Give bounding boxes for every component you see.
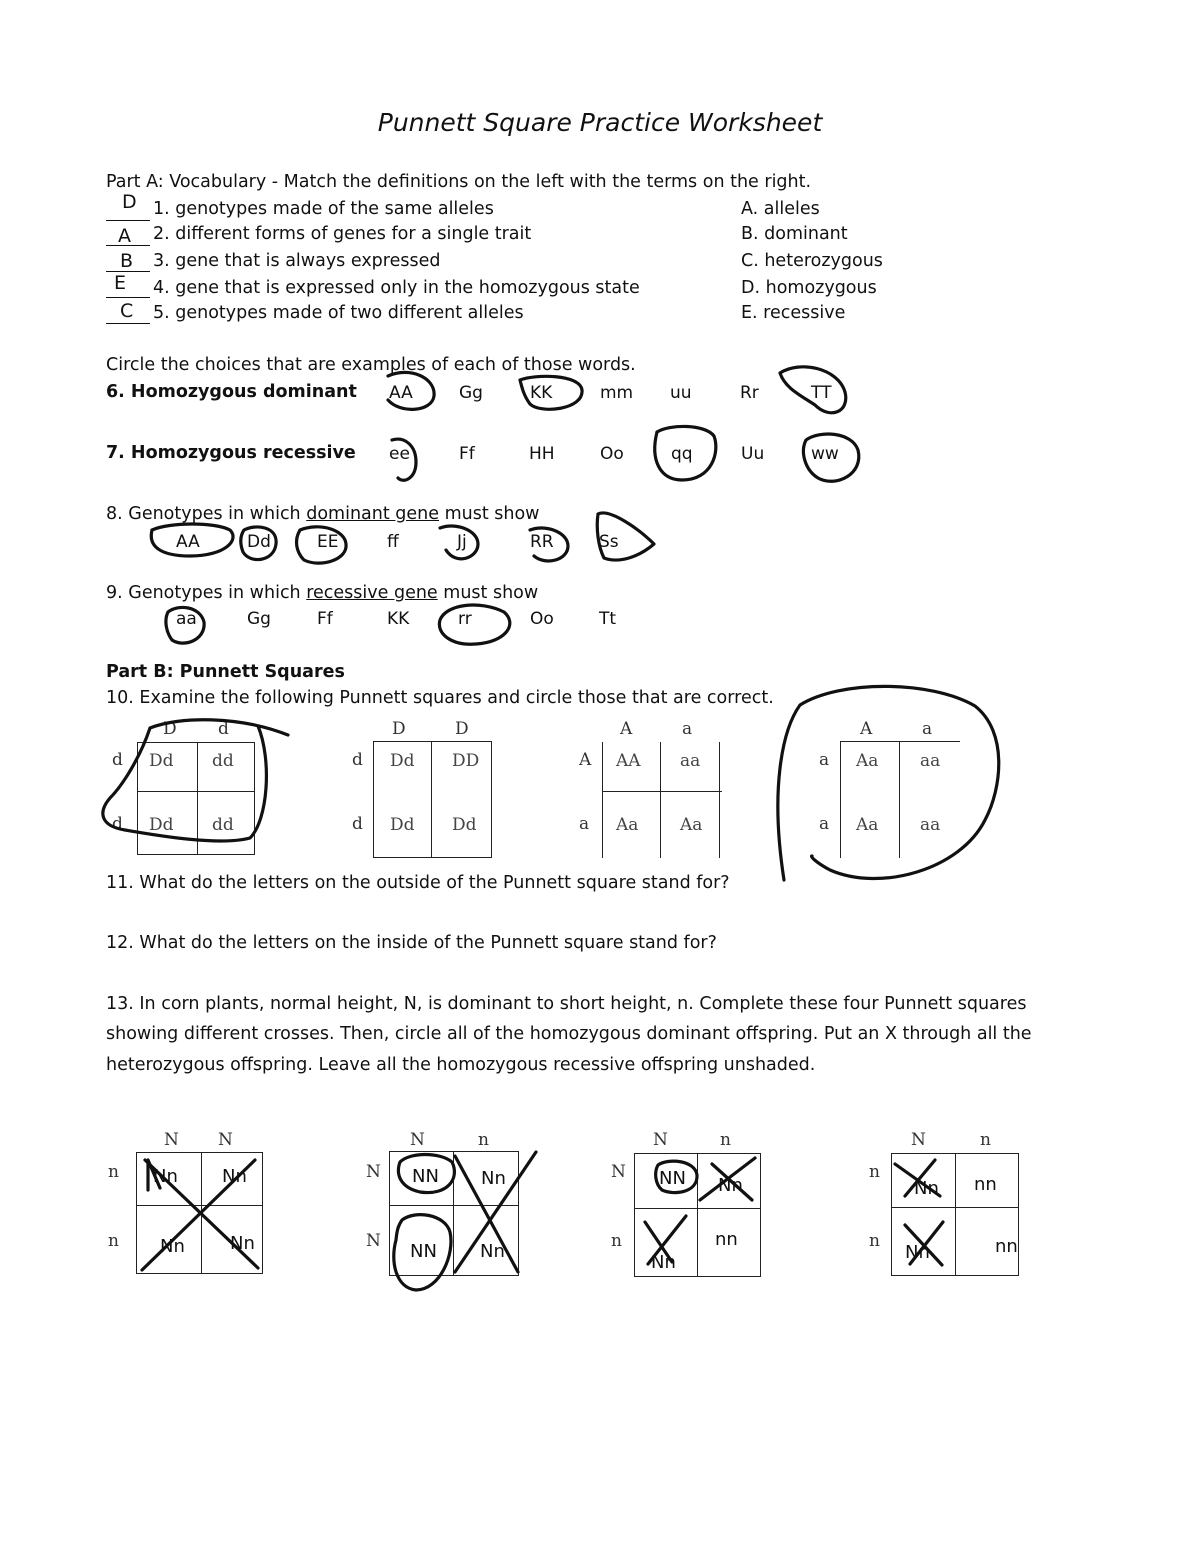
cell-genotype: nn xyxy=(974,1174,997,1195)
cell-genotype: aa xyxy=(920,815,941,835)
q8-choice[interactable]: ff xyxy=(387,532,399,552)
q8-label: 8. Genotypes in which dominant gene must show xyxy=(106,504,540,524)
term-e: E. recessive xyxy=(741,303,846,323)
q7-label: 7. Homozygous recessive xyxy=(106,443,356,463)
cell-genotype: Aa xyxy=(856,751,879,771)
answer-4: E xyxy=(114,272,127,294)
q7-choice[interactable]: Ff xyxy=(459,444,475,464)
circle-instruction: Circle the choices that are examples of each of those words. xyxy=(106,355,636,375)
allele-label: N xyxy=(366,1162,381,1182)
q6-choice[interactable]: KK xyxy=(530,383,553,403)
cell-genotype: nn xyxy=(715,1229,738,1250)
answer-blank-4[interactable] xyxy=(106,275,150,298)
allele-label: N xyxy=(911,1130,926,1150)
allele-label: a xyxy=(819,814,830,834)
q10-text: 10. Examine the following Punnett squares and circle those that are correct. xyxy=(106,688,774,708)
q6-choice[interactable]: AA xyxy=(389,383,413,403)
cell-genotype: dd xyxy=(212,751,234,771)
answer-3: B xyxy=(120,250,134,272)
allele-label: a xyxy=(682,719,693,739)
allele-label: a xyxy=(579,814,590,834)
allele-label: n xyxy=(478,1130,489,1150)
allele-label: n xyxy=(980,1130,991,1150)
cell-genotype: Nn xyxy=(651,1252,676,1273)
q9-choice[interactable]: Ff xyxy=(317,609,333,629)
cell-genotype: Nn xyxy=(481,1168,506,1189)
cell-genotype: Dd xyxy=(390,815,415,835)
definition-2: 2. different forms of genes for a single trait xyxy=(153,224,532,244)
term-a: A. alleles xyxy=(741,199,820,219)
q13-line-2: showing different crosses. Then, circle all of the homozygous dominant offspring. Put an X through all the xyxy=(106,1024,1032,1044)
q6-choice[interactable]: Gg xyxy=(459,383,483,403)
cell-genotype: aa xyxy=(920,751,941,771)
allele-label: A xyxy=(579,750,592,770)
cell-genotype: AA xyxy=(616,751,641,771)
q8-choice[interactable]: EE xyxy=(317,532,339,552)
q8-choice[interactable]: AA xyxy=(176,532,200,552)
cell-genotype: Nn xyxy=(905,1242,930,1263)
allele-label: N xyxy=(410,1130,425,1150)
cell-genotype: Dd xyxy=(149,815,174,835)
allele-label: D xyxy=(455,719,469,739)
allele-label: N xyxy=(611,1162,626,1182)
q8-choice[interactable]: Dd xyxy=(247,532,271,552)
q11-text: 11. What do the letters on the outside of the Punnett square stand for? xyxy=(106,873,730,893)
answer-2: A xyxy=(118,225,131,247)
allele-label: n xyxy=(108,1162,119,1182)
allele-label: n xyxy=(108,1231,119,1251)
q13-line-3: heterozygous offspring. Leave all the homozygous recessive offspring unshaded. xyxy=(106,1055,816,1075)
allele-label: N xyxy=(218,1130,233,1150)
definition-1: 1. genotypes made of the same alleles xyxy=(153,199,494,219)
q9-choice[interactable]: rr xyxy=(458,609,472,629)
allele-label: A xyxy=(860,719,873,739)
cell-genotype: Aa xyxy=(680,815,703,835)
cell-genotype: dd xyxy=(212,815,234,835)
definition-4: 4. gene that is expressed only in the homozygous state xyxy=(153,278,640,298)
q6-choice[interactable]: Rr xyxy=(740,383,759,403)
q9-choice[interactable]: Oo xyxy=(530,609,554,629)
q9-label: 9. Genotypes in which recessive gene must show xyxy=(106,583,539,603)
allele-label: a xyxy=(922,719,933,739)
allele-label: N xyxy=(164,1130,179,1150)
term-c: C. heterozygous xyxy=(741,251,883,271)
cell-genotype: NN xyxy=(659,1168,686,1189)
page-title: Punnett Square Practice Worksheet xyxy=(377,108,823,137)
allele-label: n xyxy=(869,1162,880,1182)
allele-label: d xyxy=(352,750,363,770)
allele-label: d xyxy=(352,814,363,834)
q6-choice[interactable]: uu xyxy=(670,383,692,403)
q8-choice[interactable]: RR xyxy=(530,532,554,552)
cell-genotype: Nn xyxy=(222,1166,247,1187)
allele-label: N xyxy=(653,1130,668,1150)
q7-choice[interactable]: ee xyxy=(389,444,410,464)
allele-label: n xyxy=(869,1231,880,1251)
cell-genotype: aa xyxy=(680,751,701,771)
cell-genotype: Nn xyxy=(718,1175,743,1196)
cell-genotype: Nn xyxy=(230,1233,255,1254)
part-b-heading: Part B: Punnett Squares xyxy=(106,662,345,682)
q7-choice[interactable]: ww xyxy=(811,444,839,464)
allele-label: A xyxy=(620,719,633,739)
cell-genotype: Nn xyxy=(160,1236,185,1257)
allele-label: n xyxy=(611,1231,622,1251)
q6-choice[interactable]: mm xyxy=(600,383,634,403)
q13-line-1: 13. In corn plants, normal height, N, is dominant to short height, n. Complete these four Punnett squares xyxy=(106,994,1027,1014)
cell-genotype: NN xyxy=(412,1166,439,1187)
part-a-heading: Part A: Vocabulary - Match the definitions on the left with the terms on the right. xyxy=(106,172,812,192)
allele-label: D xyxy=(163,719,177,739)
q7-choice[interactable]: Oo xyxy=(600,444,624,464)
allele-label: d xyxy=(218,719,229,739)
q12-text: 12. What do the letters on the inside of the Punnett square stand for? xyxy=(106,933,717,953)
cell-genotype: DD xyxy=(452,751,480,771)
cell-genotype: Nn xyxy=(153,1166,178,1187)
cell-genotype: Nn xyxy=(480,1241,505,1262)
cell-genotype: Aa xyxy=(616,815,639,835)
allele-label: d xyxy=(112,750,123,770)
q9-choice[interactable]: Gg xyxy=(247,609,271,629)
q7-choice[interactable]: qq xyxy=(671,444,693,464)
cell-genotype: Dd xyxy=(149,751,174,771)
q8-choice[interactable]: Jj xyxy=(457,532,467,552)
definition-5: 5. genotypes made of two different alleles xyxy=(153,303,524,323)
term-b: B. dominant xyxy=(741,224,848,244)
allele-label: D xyxy=(392,719,406,739)
cell-genotype: Dd xyxy=(390,751,415,771)
answer-1: D xyxy=(122,191,137,213)
cell-genotype: Aa xyxy=(856,815,879,835)
q6-choice[interactable]: TT xyxy=(811,383,832,403)
q9-choice[interactable]: Tt xyxy=(599,609,617,629)
answer-5: C xyxy=(120,300,134,322)
q7-choice[interactable]: HH xyxy=(529,444,555,464)
q7-choice[interactable]: Uu xyxy=(741,444,765,464)
definition-3: 3. gene that is always expressed xyxy=(153,251,441,271)
q8-choice[interactable]: Ss xyxy=(599,532,619,552)
allele-label: a xyxy=(819,750,830,770)
q9-choice[interactable]: aa xyxy=(176,609,197,629)
allele-label: n xyxy=(720,1130,731,1150)
cell-genotype: Dd xyxy=(452,815,477,835)
cell-genotype: NN xyxy=(410,1241,437,1262)
allele-label: d xyxy=(112,814,123,834)
cell-genotype: Nn xyxy=(914,1178,939,1199)
q6-label: 6. Homozygous dominant xyxy=(106,382,357,402)
cell-genotype: nn xyxy=(995,1236,1018,1257)
q9-choice[interactable]: KK xyxy=(387,609,410,629)
term-d: D. homozygous xyxy=(741,278,877,298)
allele-label: N xyxy=(366,1231,381,1251)
